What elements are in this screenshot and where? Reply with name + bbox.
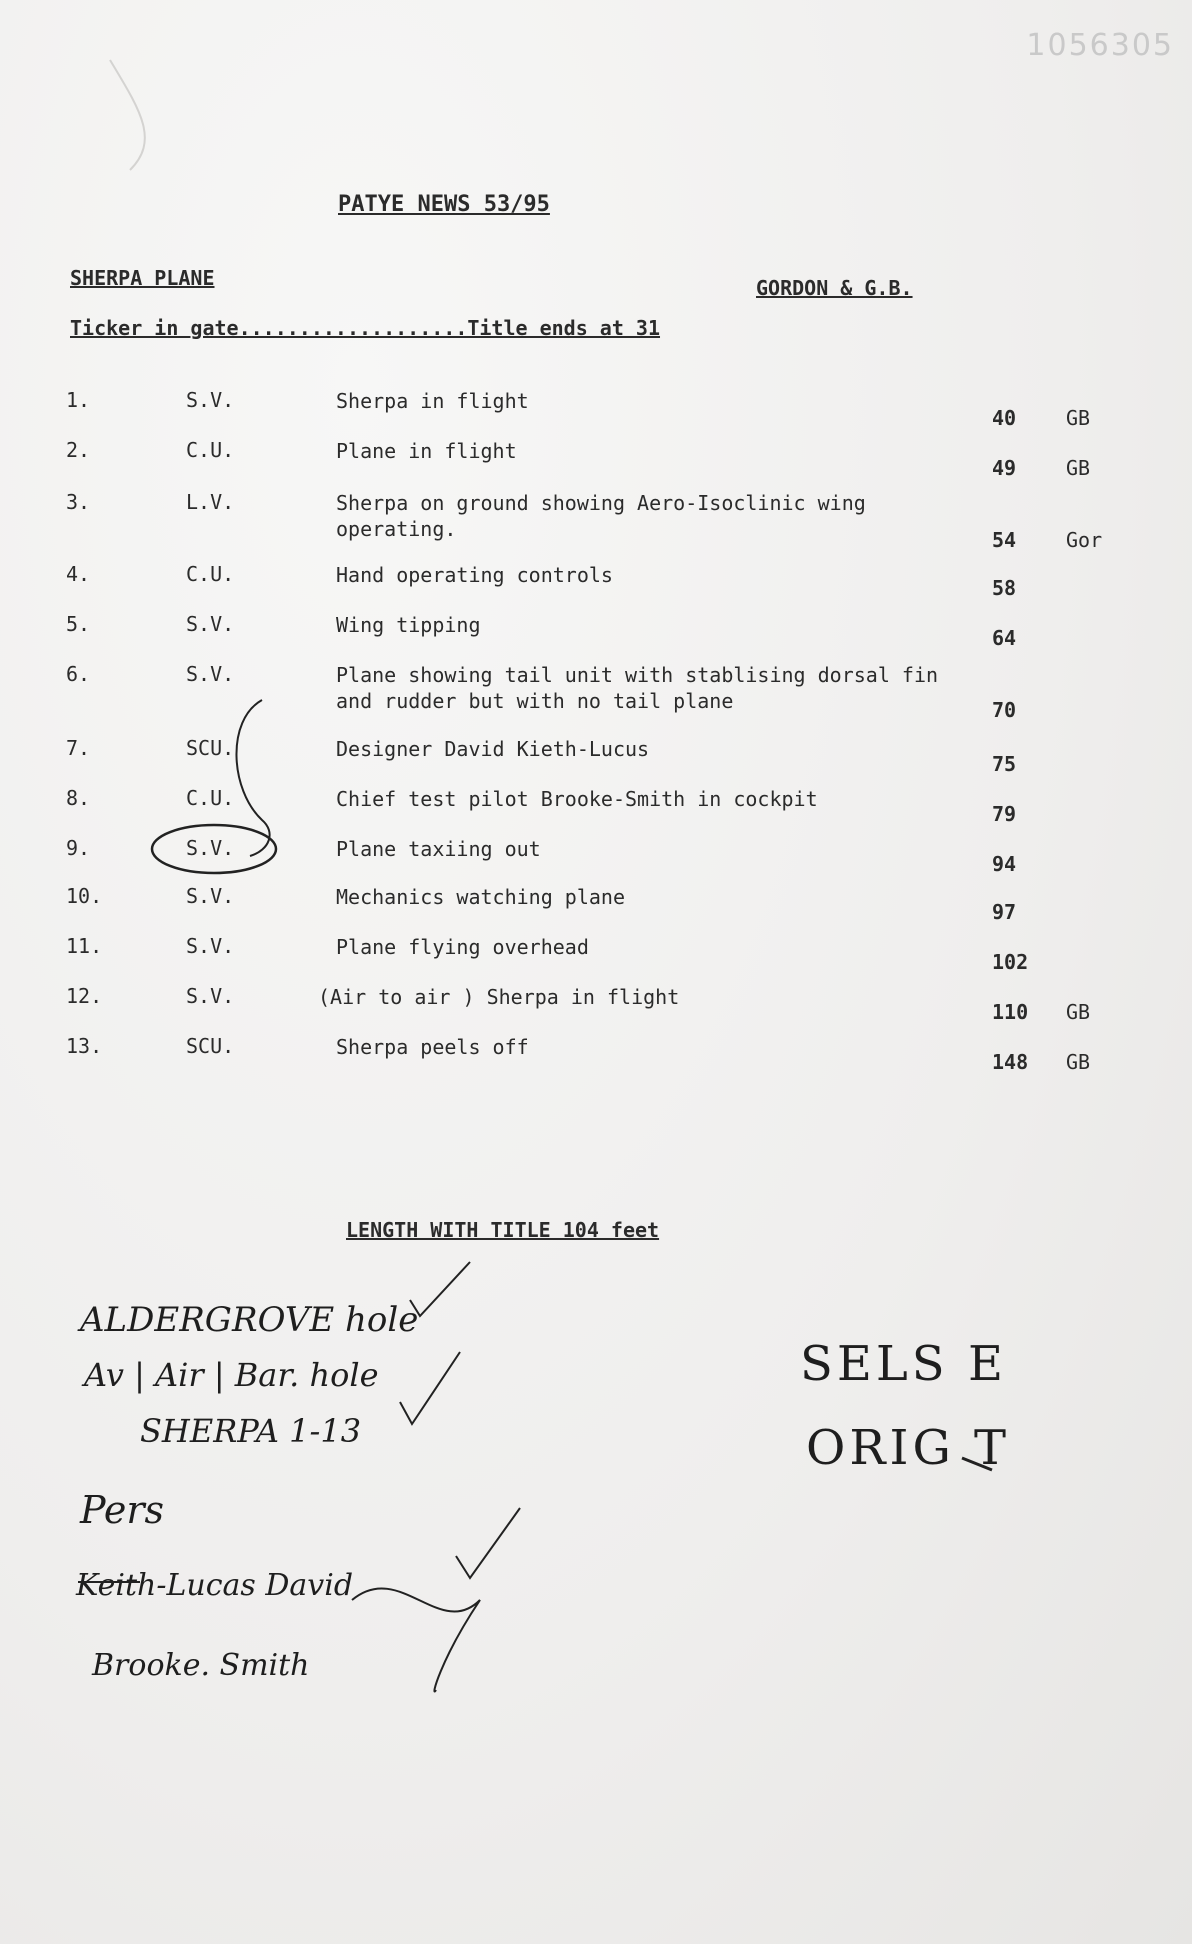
circle-mark (152, 825, 276, 873)
shot-number: 9. (66, 836, 91, 860)
shot-number: 13. (66, 1034, 103, 1058)
shot-footage: 75 (992, 752, 1017, 776)
bracket-mark (236, 700, 269, 856)
shot-source: GB (1066, 1050, 1091, 1074)
shot-footage: 94 (992, 852, 1017, 876)
shot-type: SCU. (186, 1034, 235, 1058)
shot-footage: 49 (992, 456, 1017, 480)
handwritten-note: Keith-Lucas David (76, 1568, 354, 1603)
shot-type: S.V. (186, 388, 235, 412)
shot-number: 3. (66, 490, 91, 514)
shot-description: Chief test pilot Brooke-Smith in cockpit (336, 787, 818, 811)
shot-type: S.V. (186, 612, 235, 636)
fold-crease (110, 60, 145, 170)
shot-number: 1. (66, 388, 91, 412)
shot-footage: 54 (992, 528, 1017, 552)
shot-type: C.U. (186, 562, 235, 586)
shot-number: 10. (66, 884, 103, 908)
shot-footage: 79 (992, 802, 1017, 826)
underline-mark (962, 1458, 992, 1470)
shot-number: 5. (66, 612, 91, 636)
shot-type: C.U. (186, 786, 235, 810)
ticker-note: Ticker in gate...................Title ends at 31 (70, 316, 661, 340)
shot-number: 2. (66, 438, 91, 462)
shot-description: Plane taxiing out (336, 837, 541, 861)
shot-description: (Air to air ) Sherpa in flight (318, 985, 680, 1009)
shot-type: S.V. (186, 662, 235, 686)
shot-type: S.V. (186, 984, 235, 1008)
shot-description: Hand operating controls (336, 563, 613, 587)
shot-description: Sherpa on ground showing Aero-Isoclinic wing operating. (336, 491, 866, 541)
shot-description: Wing tipping (336, 613, 481, 637)
shot-source: Gor (1066, 528, 1103, 552)
shot-type: SCU. (186, 736, 235, 760)
shot-source: GB (1066, 1000, 1091, 1024)
handwritten-note: ORIG T (806, 1420, 1011, 1476)
handwritten-note: Brooke. Smith (92, 1648, 310, 1683)
handwritten-note: Pers (80, 1488, 165, 1532)
archive-stamp: 1056305 (1026, 28, 1174, 63)
length-note: LENGTH WITH TITLE 104 feet (346, 1218, 660, 1242)
shot-footage: 110 (992, 1000, 1029, 1024)
shot-description: Sherpa in flight (336, 389, 529, 413)
shot-number: 6. (66, 662, 91, 686)
shot-footage: 70 (992, 698, 1017, 722)
shot-number: 8. (66, 786, 91, 810)
shot-type: S.V. (186, 934, 235, 958)
shot-description: Plane flying overhead (336, 935, 589, 959)
shot-footage: 58 (992, 576, 1017, 600)
shot-footage: 148 (992, 1050, 1029, 1074)
shot-description: Plane in flight (336, 439, 517, 463)
signature-mark (352, 1588, 480, 1691)
shot-footage: 64 (992, 626, 1017, 650)
handwritten-note: Av | Air | Bar. hole (84, 1356, 379, 1394)
shot-source: GB (1066, 456, 1091, 480)
shot-number: 4. (66, 562, 91, 586)
shot-number: 11. (66, 934, 103, 958)
shot-type: L.V. (186, 490, 235, 514)
camera-credit: GORDON & G.B. (756, 276, 913, 300)
story-subject: SHERPA PLANE (70, 266, 215, 290)
shot-description: Plane showing tail unit with stablising dorsal fin and rudder but with no tail plane (336, 663, 939, 713)
shot-type: C.U. (186, 438, 235, 462)
shot-type: S.V. (186, 884, 235, 908)
shot-number: 12. (66, 984, 103, 1008)
shot-description: Designer David Kieth-Lucus (336, 737, 650, 761)
shot-footage: 40 (992, 406, 1017, 430)
document-title: PATYE NEWS 53/95 (338, 192, 550, 217)
shot-footage: 97 (992, 900, 1017, 924)
check-mark (410, 1262, 470, 1316)
shot-description: Sherpa peels off (336, 1035, 529, 1059)
check-mark (456, 1508, 520, 1578)
handwritten-note: ALDERGROVE hole (80, 1300, 419, 1340)
shot-footage: 102 (992, 950, 1029, 974)
shot-number: 7. (66, 736, 91, 760)
handwritten-note: SHERPA 1-13 (140, 1412, 362, 1450)
handwritten-note: SELS E (800, 1336, 1007, 1392)
shot-description: Mechanics watching plane (336, 885, 625, 909)
shot-source: GB (1066, 406, 1091, 430)
shot-type: S.V. (186, 836, 235, 860)
check-mark (400, 1352, 460, 1424)
